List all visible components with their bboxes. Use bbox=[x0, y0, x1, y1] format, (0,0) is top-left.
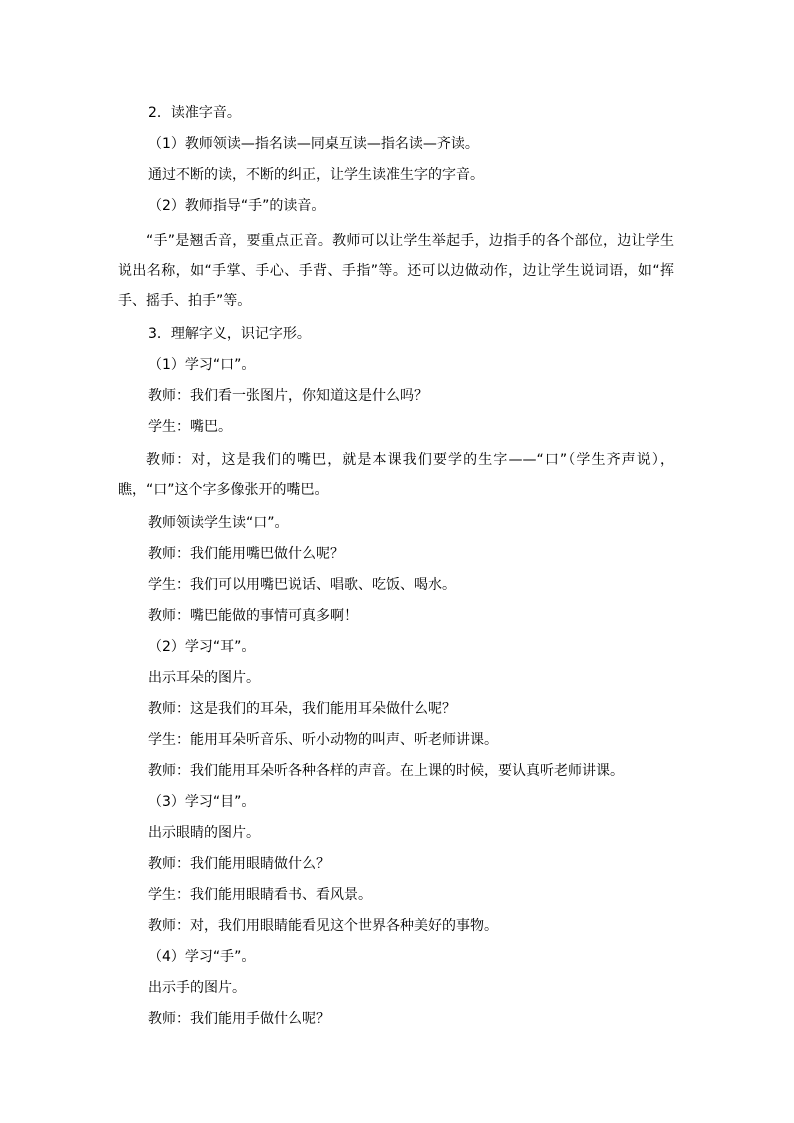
ear-line: 教师：这是我们的耳朵，我们能用耳朵做什么呢？ bbox=[148, 701, 456, 717]
ear-line: 出示耳朵的图片。 bbox=[148, 670, 260, 686]
pronunciation-paragraph: “手”是翘舌音，要重点正音。教师可以让学生举起手，边指手的各个部位，边让学生说出名称，如“手掌、手心、手背、手指”等。还可以边做动作，边让学生说词语，如“挥手、摇手、拍手”等。 bbox=[118, 233, 674, 309]
hand-heading: （4）学习“手”。 bbox=[148, 949, 256, 965]
mouth-line: 学生：我们可以用嘴巴说话、唱歌、吃饭、喝水。 bbox=[148, 577, 456, 593]
pronunciation-heading: （2）教师指导“手”的读音。 bbox=[148, 198, 326, 214]
ear-line: 教师：我们能用耳朵听各种各样的声音。在上课的时候，要认真听老师讲课。 bbox=[148, 763, 624, 779]
eye-line: 学生：我们能用眼睛看书、看风景。 bbox=[148, 887, 372, 903]
mouth-line: 教师：我们看一张图片，你知道这是什么吗？ bbox=[148, 388, 428, 404]
mouth-paragraph: 教师：对，这是我们的嘴巴，就是本课我们要学的生字——“口”（学生齐声说），瞧，“口”这个字多像张开的嘴巴。 bbox=[118, 452, 674, 498]
mouth-line: 教师：嘴巴能做的事情可真多啊！ bbox=[148, 608, 358, 624]
mouth-line: 学生：嘴巴。 bbox=[148, 419, 232, 435]
reading-purpose: 通过不断的读，不断的纠正，让学生读准生字的字音。 bbox=[148, 167, 484, 183]
hand-line: 教师：我们能用手做什么呢？ bbox=[148, 1011, 330, 1027]
ear-heading: （2）学习“耳”。 bbox=[148, 639, 256, 655]
mouth-line: 教师领读学生读“口”。 bbox=[148, 515, 289, 531]
document-body bbox=[118, 98, 674, 1035]
eye-line: 教师：我们能用眼睛做什么？ bbox=[148, 856, 330, 872]
mouth-heading: （1）学习“口”。 bbox=[148, 357, 256, 373]
mouth-line: 教师：我们能用嘴巴做什么呢？ bbox=[148, 546, 344, 562]
reading-steps: （1）教师领读—指名读—同桌互读—指名读—齐读。 bbox=[148, 136, 479, 152]
hand-line: 出示手的图片。 bbox=[148, 980, 246, 996]
eye-line: 出示眼睛的图片。 bbox=[148, 825, 260, 841]
section-3-heading: 3．理解字义，识记字形。 bbox=[148, 326, 311, 342]
ear-line: 学生：能用耳朵听音乐、听小动物的叫声、听老师讲课。 bbox=[148, 732, 498, 748]
section-2-heading: 2．读准字音。 bbox=[148, 105, 241, 121]
eye-heading: （3）学习“目”。 bbox=[148, 794, 256, 810]
eye-line: 教师：对，我们用眼睛能看见这个世界各种美好的事物。 bbox=[148, 918, 498, 934]
